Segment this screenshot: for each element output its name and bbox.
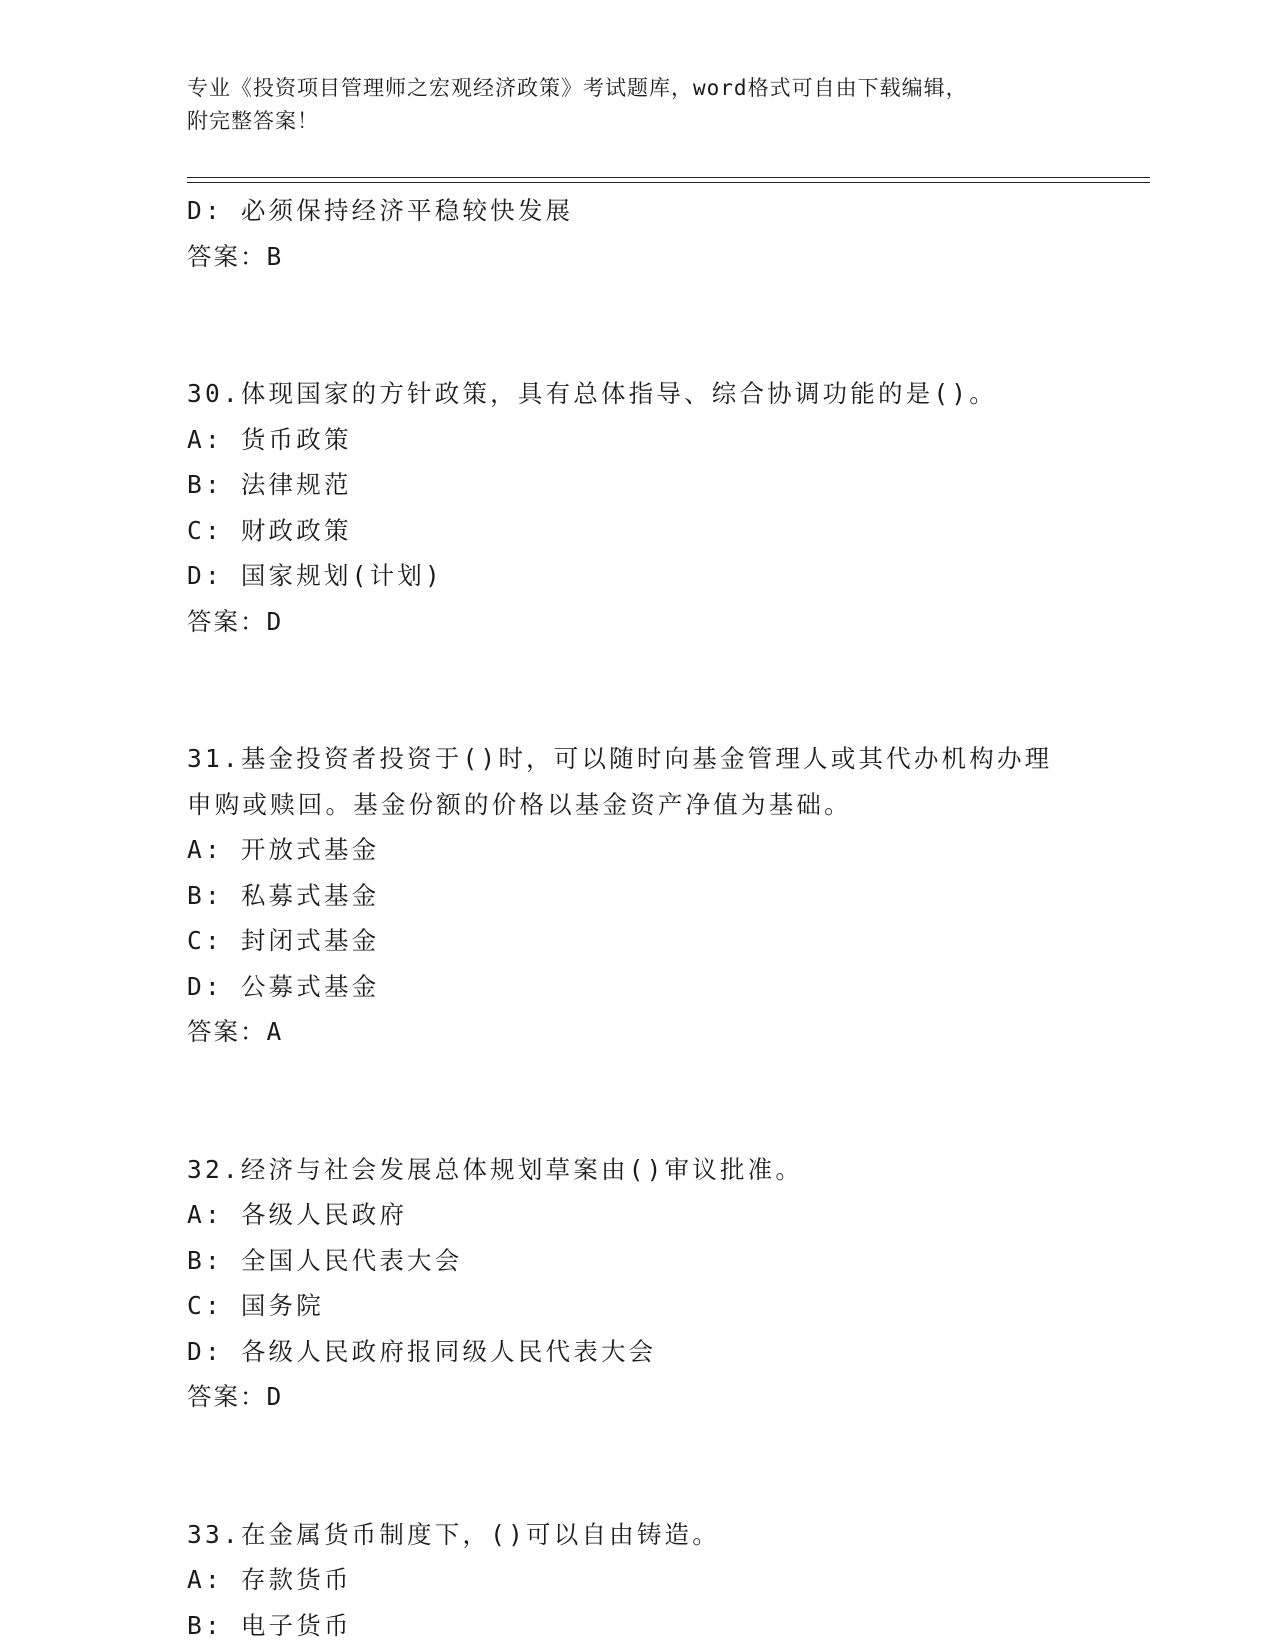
question-30: [187, 371, 1087, 644]
question-31: [187, 736, 1087, 1055]
option-b: B: 全国人民代表大会: [187, 1245, 463, 1275]
option-b: B: 法律规范: [187, 470, 352, 499]
option-d: D: 国家规划(计划): [187, 561, 443, 590]
option-b: B: 私募式基金: [187, 880, 380, 910]
header-line-2: 附完整答案！: [187, 109, 319, 133]
question-stem: 32.经济与社会发展总体规划草案由()审议批准。: [187, 1154, 804, 1184]
option-c: C: 国务院: [187, 1291, 324, 1320]
question-32: [187, 1147, 1087, 1420]
answer: 答案：A: [187, 1017, 284, 1046]
option-a: A: 存款货币: [187, 1565, 352, 1594]
question-33: [187, 1512, 1087, 1649]
option-c: C: 封闭式基金: [187, 926, 380, 955]
question-content: [187, 188, 1087, 1648]
option-a: A: 开放式基金: [187, 835, 380, 864]
option-d: D: 各级人民政府报同级人民代表大会: [187, 1336, 657, 1366]
option-a: A: 各级人民政府: [187, 1200, 408, 1229]
header-divider-bottom: [187, 182, 1150, 183]
header-line-1: 专业《投资项目管理师之宏观经济政策》考试题库，word格式可自由下载编辑，: [187, 76, 968, 100]
answer: 答案：D: [187, 1382, 284, 1411]
option-c: C: 财政政策: [187, 515, 352, 545]
option-d: D: 公募式基金: [187, 971, 380, 1001]
answer: 答案：D: [187, 606, 284, 636]
question-stem: 30.体现国家的方针政策，具有总体指导、综合协调功能的是()。: [187, 379, 997, 408]
question-stem-line-1: 31.基金投资者投资于()时，可以随时向基金管理人或其代办机构办理: [187, 744, 1053, 773]
option-b: B: 电子货币: [187, 1610, 352, 1640]
answer: 答案：B: [187, 241, 284, 271]
page-header: [187, 72, 1087, 138]
header-divider-top: [187, 177, 1150, 178]
question-stem: 33.在金属货币制度下，()可以自由铸造。: [187, 1519, 720, 1549]
question-stem-line-2: 申购或赎回。基金份额的价格以基金资产净值为基础。: [187, 789, 852, 819]
option-d: D: 必须保持经济平稳较快发展: [187, 196, 574, 225]
option-a: A: 货币政策: [187, 424, 352, 454]
